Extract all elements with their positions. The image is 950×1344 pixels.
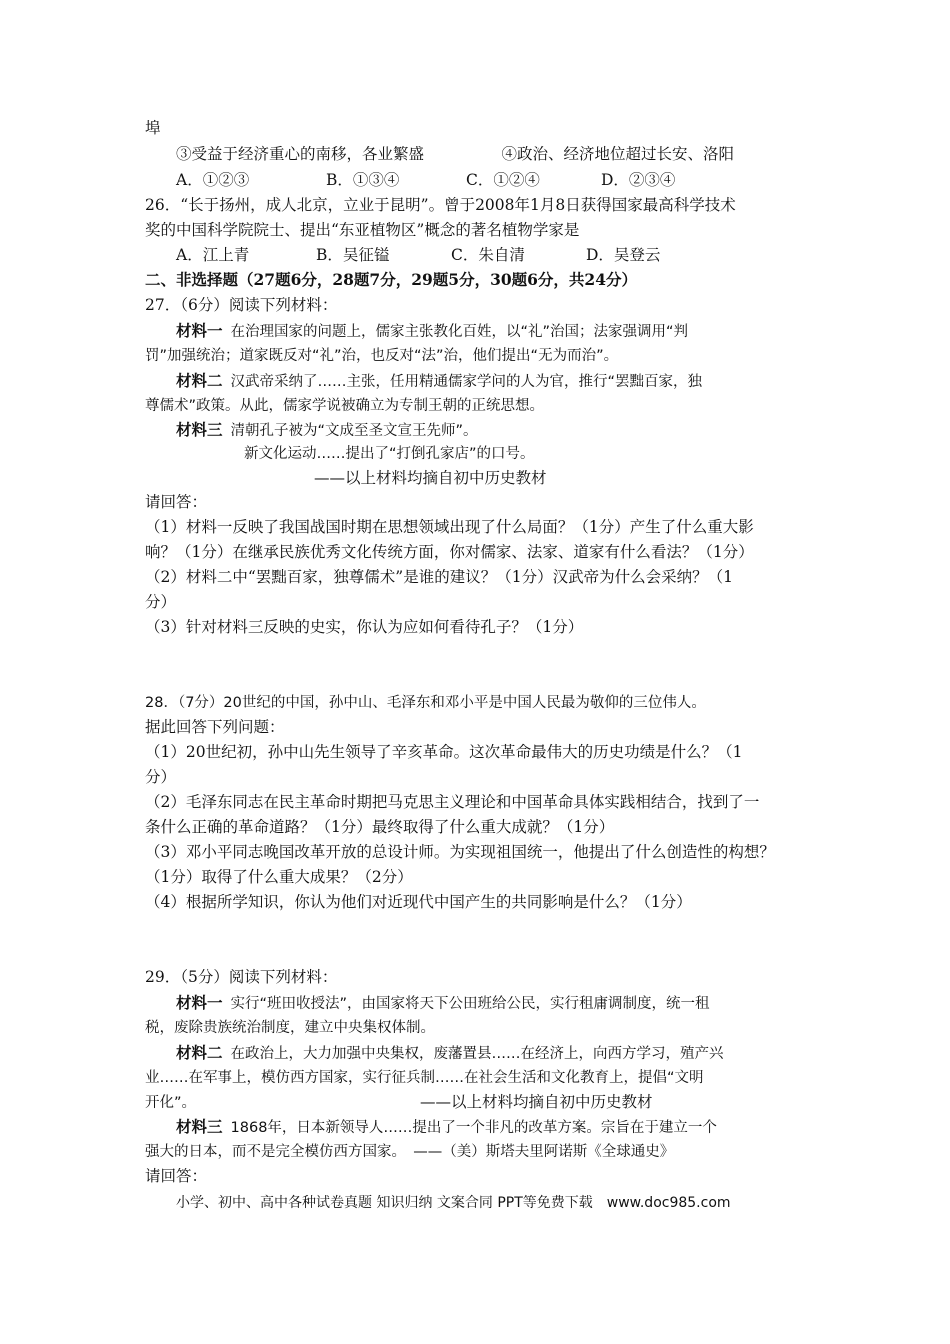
q27-material-1-line-2: 罚”加强统治；道家既反对“礼”治，也反对“法”治，他们提出“无为而治”。 xyxy=(145,348,619,364)
q29-material-3: 材料三 1868年，日本新领导人……提出了一个非凡的改革方案。宗旨在于建立一个 xyxy=(176,1117,717,1136)
q29-material-2-line-3: 开化”。 xyxy=(145,1095,197,1111)
q28-intro: 据此回答下列问题： xyxy=(145,718,285,736)
q25-option-a: A．①②③ xyxy=(176,171,250,189)
q28-sub-3-line-2: （1分）取得了什么重大成果？（2分） xyxy=(145,868,413,886)
q29-material-3-label: 材料三 xyxy=(176,1117,223,1136)
q29-material-2: 材料二 在政治上，大力加强中央集权，废藩置县……在经济上，向西方学习，殖产兴 xyxy=(176,1043,724,1062)
q27-material-3: 材料三 清朝孔子被为“文成至圣文宣王先师”。 xyxy=(176,420,478,439)
q26-line-1: 26．“长于扬州，成人北京，立业于昆明”。曾于2008年1月8日获得国家最高科学技术 xyxy=(145,196,736,214)
q25-option-c: C．①②④ xyxy=(466,171,540,189)
q27-source: ——以上材料均摘自初中历史教材 xyxy=(314,469,547,487)
q26-line-2: 奖的中国科学院院士、提出“东亚植物区”概念的著名植物学家是 xyxy=(145,221,580,239)
q27-material-1-label: 材料一 xyxy=(176,321,223,340)
q27-sub-3: （3）针对材料三反映的史实，你认为应如何看待孔子？（1分） xyxy=(145,618,584,636)
q26-option-b: B．吴征镒 xyxy=(316,246,390,264)
q29-material-3-line-2: 强大的日本，而不是完全模仿西方国家。 ——（美）斯塔夫里阿诺斯《全球通史》 xyxy=(145,1144,675,1160)
page-footer: 小学、初中、高中各种试卷真题 知识归纳 文案合同 PPT等免费下载 www.doc985.com xyxy=(176,1195,731,1211)
q29-material-2-source: ——以上材料均摘自初中历史教材 xyxy=(420,1093,653,1111)
q27-sub-1-line-2: 响？（1分）在继承民族优秀文化传统方面，你对儒家、法家、道家有什么看法？（1分） xyxy=(145,543,754,561)
q27-material-2-label: 材料二 xyxy=(176,371,223,390)
q29-material-1: 材料一 实行“班田收授法”，由国家将天下公田班给公民，实行租庸调制度，统一租 xyxy=(176,993,710,1012)
q28-sub-3-line-1: （3）邓小平同志晚国改革开放的总设计师。为实现祖国统一，他提出了什么创造性的构想？ xyxy=(145,843,775,861)
q28-sub-1-line-1: （1）20世纪初，孙中山先生领导了辛亥革命。这次革命最伟大的历史功绩是什么？（1 xyxy=(145,743,743,761)
q28-sub-2-line-2: 条什么正确的革命道路？（1分）最终取得了什么重大成就？（1分） xyxy=(145,818,615,836)
q27-sub-1-line-1: （1）材料一反映了我国战国时期在思想领域出现了什么局面？（1分）产生了什么重大影 xyxy=(145,518,754,536)
q29-ask: 请回答： xyxy=(145,1167,208,1185)
q27-sub-2-line-2: 分） xyxy=(145,593,177,611)
q25-options xyxy=(176,170,675,190)
q27-material-3-label: 材料三 xyxy=(176,420,223,439)
q28-sub-2-line-1: （2）毛泽东同志在民主革命时期把马克思主义理论和中国革命具体实践相结合，找到了一 xyxy=(145,793,760,811)
q29-material-2-line-2: 业……在军事上，模仿西方国家，实行征兵制……在社会生活和文化教育上，提倡“文明 xyxy=(145,1070,704,1086)
q29-heading: 29．（5分）阅读下列材料： xyxy=(145,968,338,986)
q29-material-1-line-2: 税，废除贵族统治制度，建立中央集权体制。 xyxy=(145,1020,435,1036)
q27-heading: 27．（6分）阅读下列材料： xyxy=(145,296,338,314)
q26-option-c: C．朱自清 xyxy=(451,246,525,264)
q27-ask: 请回答： xyxy=(145,493,208,511)
section-2-heading: 二、非选择题（27题6分，28题7分，29题5分，30题6分，共24分） xyxy=(145,270,637,289)
q26-options xyxy=(176,245,660,265)
q25-option-b: B．①③④ xyxy=(326,171,400,189)
q26-option-a: A．江上青 xyxy=(176,246,250,264)
q29-material-1-label: 材料一 xyxy=(176,993,223,1012)
q27-material-1: 材料一 在治理国家的问题上，儒家主张教化百姓，以“礼”治国；法家强调用“判 xyxy=(176,321,689,340)
q27-material-3-line-2: 新文化运动……提出了“打倒孔家店”的口号。 xyxy=(244,446,535,462)
q29-material-2-label: 材料二 xyxy=(176,1043,223,1062)
q28-heading: 28．（7分）20世纪的中国，孙中山、毛泽东和邓小平是中国人民最为敬仰的三位伟人。 xyxy=(145,695,706,711)
q28-sub-4: （4）根据所学知识，你认为他们对近现代中国产生的共同影响是什么？（1分） xyxy=(145,893,692,911)
q28-sub-1-line-2: 分） xyxy=(145,768,177,786)
q27-material-2: 材料二 汉武帝采纳了……主张，任用精通儒家学问的人为官，推行“罢黜百家，独 xyxy=(176,371,703,390)
q25-items: ③受益于经济重心的南移，各业繁盛 ④政治、经济地位超过长安、洛阳 xyxy=(176,145,735,163)
q25-continuation: 埠 xyxy=(145,119,161,137)
q27-material-2-line-2: 尊儒术”政策。从此，儒家学说被确立为专制王朝的正统思想。 xyxy=(145,398,545,414)
q27-sub-2-line-1: （2）材料二中“罢黜百家，独尊儒术”是谁的建议？（1分）汉武帝为什么会采纳？（1 xyxy=(145,568,733,586)
q26-option-d: D．吴登云 xyxy=(586,246,661,264)
q25-option-d: D．②③④ xyxy=(601,171,676,189)
